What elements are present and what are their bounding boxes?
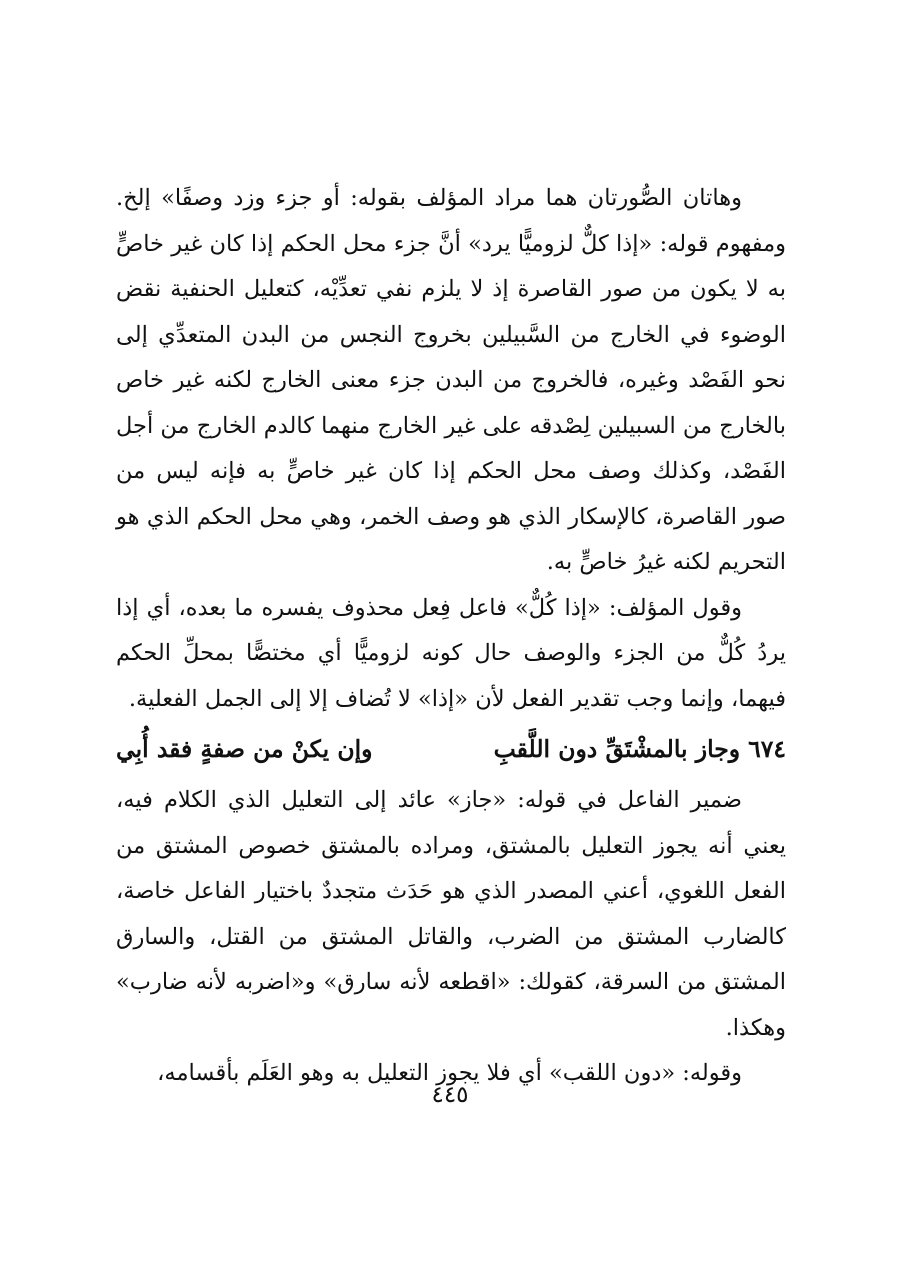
commentary-paragraph-1: ضمير الفاعل في قوله: «جاز» عائد إلى التعليل الذي الكلام فيه، يعني أنه يجوز التعليل بالمشتق، ومراده بالمشتق خصوص المشتق من الفعل اللغوي، أعني المصدر الذي هو حَدَث متجددٌ باختيار الفاعل خاصة، كالضارب المشتق من الضرب، والقاتل المشتق من القتل، والسارق المشتق من السرقة، كقولك: «اقطعه لأنه سارق» و«اضربه لأنه ضارب» وهكذا. [116, 787, 786, 1041]
page-body [116, 176, 786, 1097]
verse-second-hemistich: وإن يكنْ من صفةٍ فقد أُبِي [116, 735, 373, 763]
paragraph-2: وقول المؤلف: «إذا كُلٌّ» فاعل فِعل محذوف يفسره ما بعده، أي إذا يردُ كُلٌّ من الجزء والوصف حال كونه لزوميًّا أي مختصًّا بمحلِّ الحكم فيهما، وإنما وجب تقدير الفعل لأن «إذا» لا تُضاف إلا إلى الجمل الفعلية. [116, 594, 786, 712]
verse-first-hemistich: وجاز بالمشْتَقِّ دون اللَّقبِ [493, 735, 741, 763]
verse-number: ٦٧٤ [748, 735, 786, 763]
verse-line [116, 726, 786, 772]
page-number: ٤٤٥ [431, 1082, 469, 1108]
commentary-paragraph-2: وقوله: «دون اللقب» أي فلا يجوز التعليل به وهو العَلَم بأقسامه، [157, 1060, 742, 1086]
paragraph-1: وهاتان الصُّورتان هما مراد المؤلف بقوله: أو جزء وزد وصفًا» إلخ. ومفهوم قوله: «إذا كلٌّ لزوميًّا يرد» أنَّ جزء محل الحكم إذا كان غير خاصٍّ به لا يكون من صور القاصرة إذ لا يلزم نفي تعدِّيْه، كتعليل الحنفية نقض الوضوء في الخارج من السَّبيلين بخروج النجس من البدن المتعدِّي إلى نحو الفَصْد وغيره، فالخروج من البدن جزء معنى الخارج لكنه غير خاص بالخارج من السبيلين لِصْدقه على غير الخارج منهما كالدم الخارج من أجل الفَصْد، وكذلك وصف محل الحكم إذا كان غير خاصٍّ به فإنه ليس من صور القاصرة، كالإسكار الذي هو وصف الخمر، وهي محل الحكم الذي هو التحريم لكنه غيرُ خاصٍّ به. [116, 185, 786, 575]
